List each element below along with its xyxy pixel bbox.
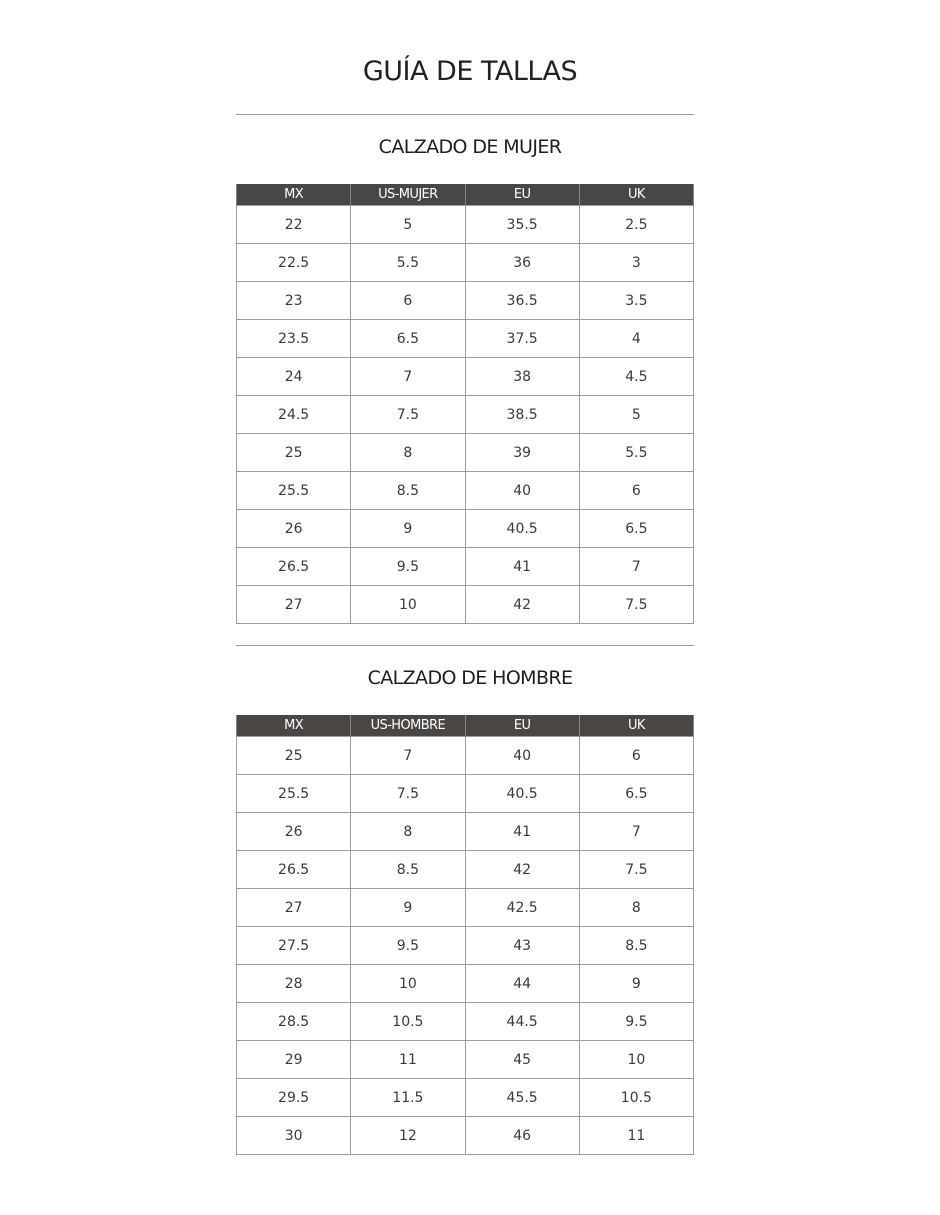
cell-eu: 35.5: [465, 206, 579, 244]
header-mx: MX: [237, 715, 351, 737]
table-row: [237, 927, 694, 965]
table-row: [237, 1117, 694, 1155]
cell-uk: 6.5: [579, 510, 693, 548]
cell-uk: 3.5: [579, 282, 693, 320]
cell-us: 8: [351, 434, 465, 472]
cell-eu: 46: [465, 1117, 579, 1155]
table-row: [237, 434, 694, 472]
cell-mx: 23: [237, 282, 351, 320]
table-row: [237, 586, 694, 624]
table-row: [237, 889, 694, 927]
cell-us: 9: [351, 510, 465, 548]
cell-uk: 2.5: [579, 206, 693, 244]
cell-uk: 6: [579, 472, 693, 510]
cell-eu: 38.5: [465, 396, 579, 434]
table-row: [237, 282, 694, 320]
cell-mx: 25: [237, 737, 351, 775]
cell-mx: 29.5: [237, 1079, 351, 1117]
cell-eu: 37.5: [465, 320, 579, 358]
cell-us: 12: [351, 1117, 465, 1155]
cell-mx: 30: [237, 1117, 351, 1155]
cell-us: 10.5: [351, 1003, 465, 1041]
table-row: [237, 396, 694, 434]
cell-mx: 27: [237, 586, 351, 624]
cell-eu: 42.5: [465, 889, 579, 927]
cell-uk: 7: [579, 548, 693, 586]
divider-middle: [236, 645, 694, 646]
cell-eu: 42: [465, 851, 579, 889]
cell-uk: 6.5: [579, 775, 693, 813]
cell-uk: 10.5: [579, 1079, 693, 1117]
cell-us: 5: [351, 206, 465, 244]
women-section-title: CALZADO DE MUJER: [378, 136, 562, 158]
table-row: [237, 1003, 694, 1041]
cell-us: 10: [351, 586, 465, 624]
table-row: [237, 206, 694, 244]
cell-us: 9.5: [351, 548, 465, 586]
header-eu: EU: [465, 715, 579, 737]
cell-uk: 7.5: [579, 586, 693, 624]
cell-uk: 9.5: [579, 1003, 693, 1041]
cell-eu: 40.5: [465, 510, 579, 548]
cell-us: 11.5: [351, 1079, 465, 1117]
cell-mx: 26.5: [237, 548, 351, 586]
cell-mx: 22.5: [237, 244, 351, 282]
table-row: [237, 472, 694, 510]
cell-us: 5.5: [351, 244, 465, 282]
cell-mx: 22: [237, 206, 351, 244]
table-row: [237, 510, 694, 548]
cell-eu: 36.5: [465, 282, 579, 320]
men-size-table: [236, 715, 694, 1155]
cell-eu: 44.5: [465, 1003, 579, 1041]
header-us-hombre: US-HOMBRE: [351, 715, 465, 737]
cell-uk: 4.5: [579, 358, 693, 396]
cell-mx: 25.5: [237, 775, 351, 813]
table-row: [237, 775, 694, 813]
cell-mx: 24: [237, 358, 351, 396]
men-section-title: CALZADO DE HOMBRE: [367, 667, 573, 689]
cell-mx: 23.5: [237, 320, 351, 358]
table-row: [237, 1041, 694, 1079]
table-row: [237, 851, 694, 889]
cell-uk: 10: [579, 1041, 693, 1079]
cell-us: 7.5: [351, 775, 465, 813]
cell-us: 8: [351, 813, 465, 851]
cell-eu: 44: [465, 965, 579, 1003]
cell-us: 7.5: [351, 396, 465, 434]
cell-uk: 4: [579, 320, 693, 358]
cell-us: 6.5: [351, 320, 465, 358]
cell-eu: 42: [465, 586, 579, 624]
table-row: [237, 548, 694, 586]
header-eu: EU: [465, 184, 579, 206]
men-table-body: [237, 737, 694, 1155]
header-uk: UK: [579, 184, 693, 206]
cell-us: 9: [351, 889, 465, 927]
cell-eu: 45: [465, 1041, 579, 1079]
cell-uk: 6: [579, 737, 693, 775]
women-table-body: [237, 206, 694, 624]
cell-us: 8.5: [351, 472, 465, 510]
cell-mx: 28.5: [237, 1003, 351, 1041]
table-row: [237, 737, 694, 775]
cell-eu: 40: [465, 472, 579, 510]
cell-mx: 27.5: [237, 927, 351, 965]
cell-eu: 40: [465, 737, 579, 775]
cell-us: 11: [351, 1041, 465, 1079]
cell-eu: 41: [465, 548, 579, 586]
table-header-row: [237, 184, 694, 206]
cell-mx: 24.5: [237, 396, 351, 434]
cell-mx: 25.5: [237, 472, 351, 510]
cell-eu: 41: [465, 813, 579, 851]
cell-uk: 3: [579, 244, 693, 282]
table-header-row: [237, 715, 694, 737]
page-title: GUÍA DE TALLAS: [362, 56, 578, 87]
cell-us: 10: [351, 965, 465, 1003]
cell-eu: 40.5: [465, 775, 579, 813]
cell-eu: 39: [465, 434, 579, 472]
header-us-mujer: US-MUJER: [351, 184, 465, 206]
cell-us: 7: [351, 358, 465, 396]
header-uk: UK: [579, 715, 693, 737]
cell-eu: 43: [465, 927, 579, 965]
cell-mx: 29: [237, 1041, 351, 1079]
cell-eu: 45.5: [465, 1079, 579, 1117]
cell-uk: 5.5: [579, 434, 693, 472]
cell-us: 9.5: [351, 927, 465, 965]
cell-uk: 11: [579, 1117, 693, 1155]
divider-top: [236, 114, 694, 115]
header-mx: MX: [237, 184, 351, 206]
table-row: [237, 965, 694, 1003]
women-size-table: [236, 184, 694, 624]
table-row: [237, 358, 694, 396]
table-row: [237, 813, 694, 851]
cell-mx: 25: [237, 434, 351, 472]
cell-eu: 38: [465, 358, 579, 396]
cell-mx: 26: [237, 510, 351, 548]
cell-uk: 7.5: [579, 851, 693, 889]
cell-mx: 26.5: [237, 851, 351, 889]
cell-mx: 28: [237, 965, 351, 1003]
table-row: [237, 244, 694, 282]
table-row: [237, 1079, 694, 1117]
cell-uk: 5: [579, 396, 693, 434]
cell-uk: 8: [579, 889, 693, 927]
cell-us: 8.5: [351, 851, 465, 889]
cell-uk: 9: [579, 965, 693, 1003]
table-row: [237, 320, 694, 358]
cell-us: 6: [351, 282, 465, 320]
cell-us: 7: [351, 737, 465, 775]
cell-mx: 26: [237, 813, 351, 851]
cell-eu: 36: [465, 244, 579, 282]
cell-uk: 8.5: [579, 927, 693, 965]
cell-uk: 7: [579, 813, 693, 851]
cell-mx: 27: [237, 889, 351, 927]
